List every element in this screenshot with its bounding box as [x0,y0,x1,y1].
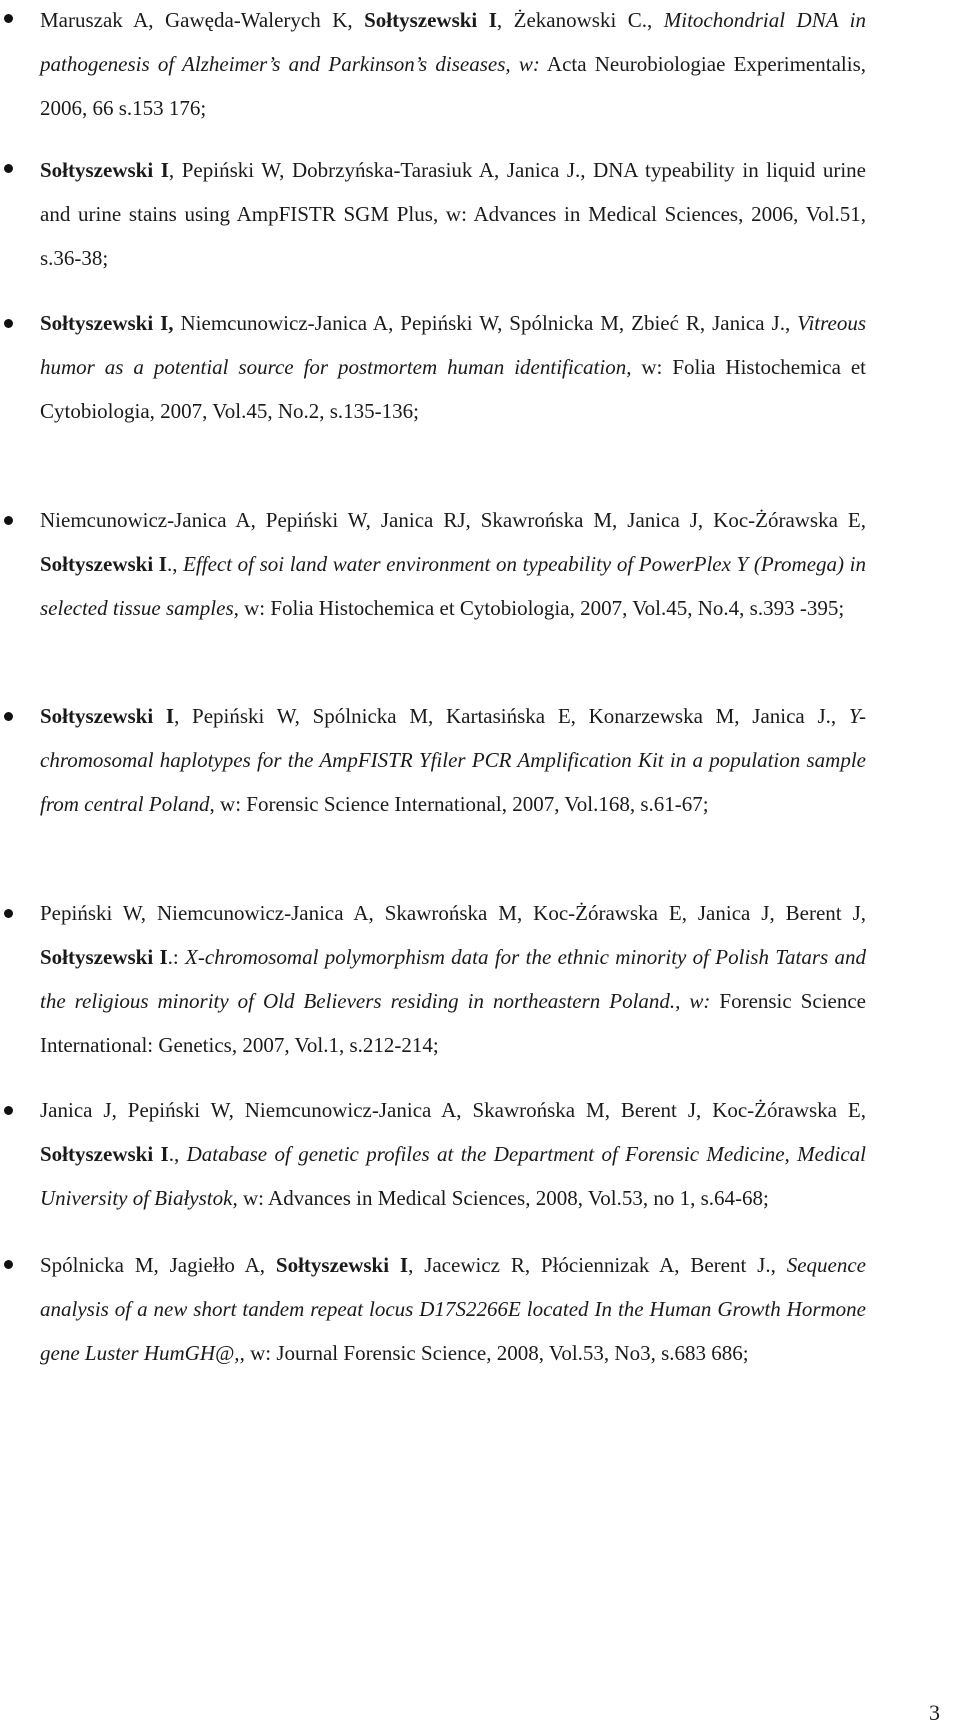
ref-6-highlight-author: Sołtyszewski I [40,945,168,969]
reference-entry-3 [40,301,866,433]
ref-7-authors-a: Janica J, Pepiński W, Niemcunowicz-Janica A, Skawrońska M, Berent J, Koc-Żórawska E, [40,1098,866,1122]
reference-entry-2 [40,148,866,280]
bullet-icon [4,1106,13,1115]
ref-8-highlight-author: Sołtyszewski I [275,1253,409,1277]
ref-6-source: Forensic Science International: Genetics, 2007, Vol.1, s.212-214; [40,989,866,1057]
ref-6-authors-a: Pepiński W, Niemcunowicz-Janica A, Skawrońska M, Koc-Żórawska E, Janica J, Berent J, [40,901,866,925]
bullet-icon [4,516,13,525]
reference-entry-6 [40,891,866,1067]
bullet-icon [4,1260,13,1269]
reference-entry-1 [40,0,866,130]
ref-8-title: Sequence analysis of a new short tandem repeat locus D17S2266E located In the Human Growth Hormone gene Luster HumGH@, [40,1253,866,1365]
ref-3-source: w: Folia Histochemica et Cytobiologia, 2007, Vol.45, No.2, s.135-136; [40,355,866,423]
ref-8-authors-b: , Jacewicz R, Płóciennizak A, Berent J., [408,1253,787,1277]
ref-3-authors: Niemcunowicz-Janica A, Pepiński W, Spólnicka M, Zbieć R, Janica J., [173,311,798,335]
bullet-icon [4,909,13,918]
ref-1-highlight-author: Sołtyszewski I [364,8,497,32]
bullet-icon [4,712,13,721]
ref-4-separator: ., [166,552,184,576]
ref-5-highlight-author: Sołtyszewski I [40,704,175,728]
ref-7-title: Database of genetic profiles at the Department of Forensic Medicine, Medical University of Białystok, [40,1142,866,1210]
page-number: 3 [929,1700,940,1725]
ref-7-separator: ., [168,1142,187,1166]
ref-4-title: Effect of soi land water environment on typeability of PowerPlex Y (Promega) in selected tissue samples, [40,552,866,620]
bullet-icon [4,14,13,23]
ref-1-authors-a: Maruszak A, Gawęda-Walerych K, [40,8,365,32]
ref-1-source: Acta Neurobiologiae Experimentalis, 2006, 66 s.153 176; [40,52,866,120]
ref-5-title: Y-chromosomal haplotypes for the AmpFISTR Yfiler PCR Amplification Kit in a population sample from central Poland [40,704,866,816]
ref-6-title: X-chromosomal polymorphism data for the ethnic minority of Polish Tatars and the religious minority of Old Believers residing in northeastern Poland., w: [40,945,866,1013]
ref-4-source: w: Folia Histochemica et Cytobiologia, 2007, Vol.45, No.4, s.393 -395; [238,596,845,620]
ref-8-authors-a: Spólnicka M, Jagiełło A, [40,1253,276,1277]
ref-6-separator: .: [167,945,186,969]
ref-5-authors: , Pepiński W, Spólnicka M, Kartasińska E, Konarzewska M, Janica J., [174,704,849,728]
ref-2-highlight-author: Sołtyszewski I [40,158,169,182]
ref-1-authors-b: , Żekanowski C., [496,8,664,32]
ref-4-highlight-author: Sołtyszewski I [40,552,167,576]
ref-3-highlight-author: Sołtyszewski I, [40,311,174,335]
reference-entry-5 [40,694,866,826]
bullet-icon [4,319,13,328]
bullet-icon [4,164,13,173]
ref-7-source: w: Advances in Medical Sciences, 2008, Vol.53, no 1, s.64-68; [237,1186,769,1210]
ref-1-title: Mitochondrial DNA in pathogenesis of Alzheimer’s and Parkinson’s diseases, w: [40,8,866,76]
ref-4-authors-a: Niemcunowicz-Janica A, Pepiński W, Janica RJ, Skawrońska M, Janica J, Koc-Żórawska E, [40,508,866,532]
reference-entry-7 [40,1088,866,1220]
ref-7-highlight-author: Sołtyszewski I [40,1142,169,1166]
reference-entry-8 [40,1243,866,1375]
ref-3-title: Vitreous humor as a potential source for postmortem human identification, [40,311,866,379]
ref-2-details: , Pepiński W, Dobrzyńska-Tarasiuk A, Janica J., DNA typeability in liquid urine and urine stains using AmpFISTR SGM Plus, w: Advances in Medical Sciences, 2006, Vol.51, s.36-38; [40,158,866,270]
reference-entry-4 [40,498,866,630]
ref-8-source: , w: Journal Forensic Science, 2008, Vol.53, No3, s.683 686; [239,1341,749,1365]
ref-5-source: , w: Forensic Science International, 2007, Vol.168, s.61-67; [209,792,709,816]
